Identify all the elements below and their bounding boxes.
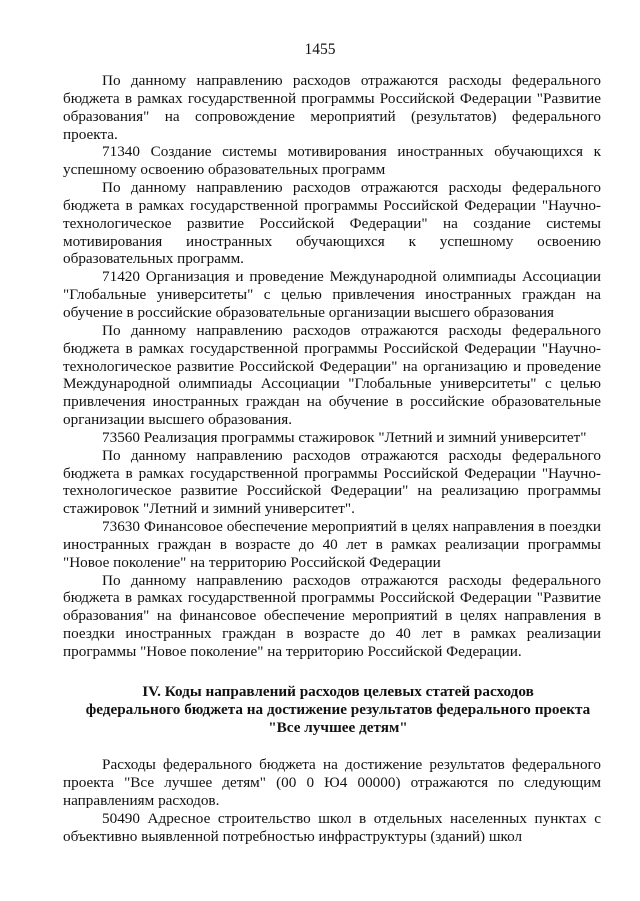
paragraph: 50490 Адресное строительство школ в отдельных населенных пунктах с объективно выявленной потребностью инфраструктуры (зданий) школ xyxy=(63,809,601,845)
paragraph: 71340 Создание системы мотивирования иностранных обучающихся к успешному освоению образовательных программ xyxy=(63,143,601,179)
paragraph: 71420 Организация и проведение Международной олимпиады Ассоциации "Глобальные университеты" с целью привлечения иностранных граждан на обучение в российские образовательные организации высшего образования xyxy=(63,268,601,321)
paragraph: Расходы федерального бюджета на достижение результатов федерального проекта "Все лучшее детям" (00 0 Ю4 00000) отражаются по следующим направлениям расходов. xyxy=(63,756,601,810)
section-heading-line: "Все лучшее детям" xyxy=(268,718,408,736)
section-heading xyxy=(63,683,601,737)
paragraph: По данному направлению расходов отражаются расходы федерального бюджета в рамках государственной программы Российской Федерации "Развитие образования" на финансовое обеспечение мероприятий в целях направления в поездки иностранных граждан в возрасте до 40 лет в рамках реализации программы "Новое поколение" на территорию Российской Федерации. xyxy=(63,571,601,660)
paragraph: По данному направлению расходов отражаются расходы федерального бюджета в рамках государственной программы Российской Федерации "Научно-технологическое развитие Российской Федерации" на создание системы мотивирования иностранных обучающихся к успешному освоению образовательных программ. xyxy=(63,179,601,268)
paragraph: По данному направлению расходов отражаются расходы федерального бюджета в рамках государственной программы Российской Федерации "Научно-технологическое развитие Российской Федерации" на реализацию программы стажировок "Летний и зимний университет". xyxy=(63,446,601,518)
page-number: 1455 xyxy=(304,41,336,58)
paragraph: 73560 Реализация программы стажировок "Летний и зимний университет" xyxy=(102,428,587,446)
paragraph: По данному направлению расходов отражаются расходы федерального бюджета в рамках государственной программы Российской Федерации "Научно-технологическое развитие Российской Федерации" на организацию и проведение Международной олимпиады Ассоциации "Глобальные университеты" с целью привлечения иностранных граждан на обучение в российские образовательные организации высшего образования. xyxy=(63,321,601,429)
section-heading-line: федерального бюджета на достижение результатов федерального проекта xyxy=(85,700,591,718)
paragraph: 73630 Финансовое обеспечение мероприятий в целях направления в поездки иностранных граждан в возрасте до 40 лет в рамках реализации программы "Новое поколение" на территорию Российской Федерации xyxy=(63,518,601,571)
document-body xyxy=(63,72,601,846)
section-heading-line: IV. Коды направлений расходов целевых статей расходов xyxy=(142,682,534,700)
paragraph: По данному направлению расходов отражаются расходы федерального бюджета в рамках государственной программы Российской Федерации "Развитие образования" на сопровождение мероприятий (результатов) федерального проекта. xyxy=(63,72,601,143)
